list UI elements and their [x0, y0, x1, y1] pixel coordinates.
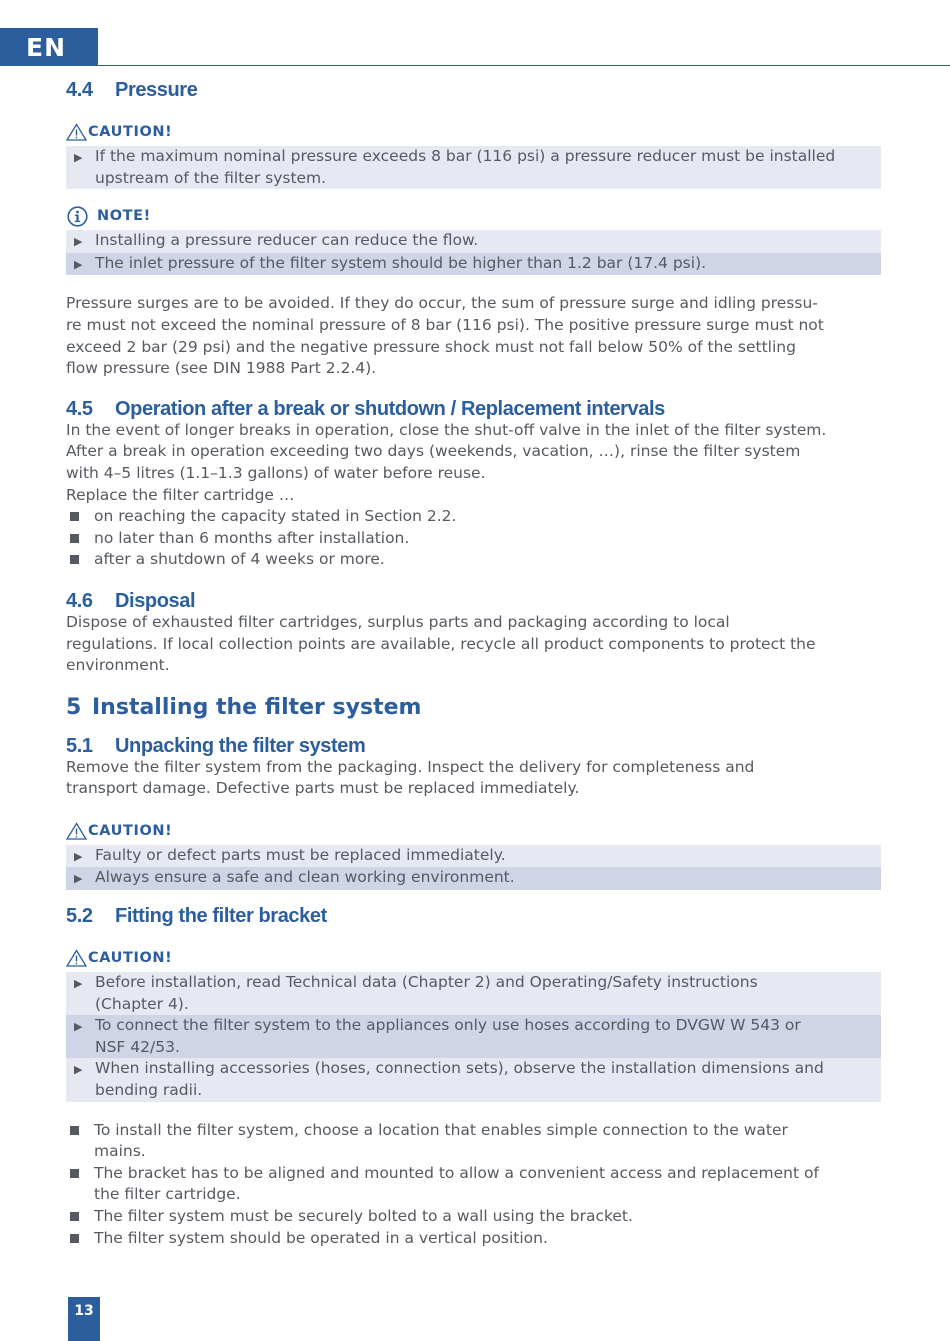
list-item [66, 1206, 881, 1228]
paragraph-line: In the event of longer breaks in operation, close the shut-off valve in the inlet of the filter system. [66, 420, 827, 439]
list-item [66, 549, 881, 571]
callout-item [66, 845, 881, 868]
arrow-bullet-icon: ▶ [74, 235, 83, 249]
callout-item-line: upstream of the filter system. [95, 168, 327, 187]
paragraph-line: regulations. If local collection points are available, recycle all product components to protect the [66, 634, 816, 653]
callout-item-text [95, 972, 758, 1015]
callout-item [66, 146, 881, 189]
section-title: Operation after a break or shutdown / Replacement intervals [115, 397, 665, 420]
callout-item-text: Faulty or defect parts must be replaced immediately. [95, 845, 506, 864]
list-item [66, 1163, 881, 1206]
section-title: Pressure [115, 79, 198, 101]
section-title: Disposal [115, 589, 196, 612]
chapter-title: Installing the filter system [92, 694, 422, 720]
list-item [66, 1228, 881, 1250]
square-bullet-icon [70, 1169, 79, 1178]
info-circle-icon [67, 206, 88, 227]
body-paragraph [66, 293, 881, 379]
list-item-text [94, 1120, 788, 1163]
callout-item-text: Installing a pressure reducer can reduce the flow. [95, 231, 479, 250]
caution-heading [66, 820, 881, 842]
list-item-line: To install the filter system, choose a location that enables simple connection to the water [94, 1120, 788, 1139]
caution-label: CAUTION! [88, 950, 173, 967]
section-title: Unpacking the filter system [115, 734, 366, 757]
list-item [66, 528, 881, 550]
list-item [66, 1120, 881, 1163]
callout-item [66, 867, 881, 890]
section-number: 5.1 [66, 734, 93, 757]
arrow-bullet-icon: ▶ [74, 1063, 83, 1077]
list-item-text: after a shutdown of 4 weeks or more. [94, 550, 385, 569]
body-paragraph [66, 757, 881, 800]
arrow-bullet-icon: ▶ [74, 977, 83, 991]
paragraph-line: Dispose of exhausted filter cartridges, surplus parts and packaging according to local [66, 612, 730, 631]
callout-item-text: Always ensure a safe and clean working environment. [95, 868, 515, 887]
warning-triangle-icon [66, 822, 87, 840]
chapter-number: 5 [66, 694, 82, 720]
callout-box [66, 230, 881, 275]
list-item-line: the filter cartridge. [94, 1185, 241, 1204]
body-paragraph [66, 612, 881, 677]
page-number: 13 [68, 1297, 100, 1341]
callout-item [66, 253, 881, 276]
callout-item-line: bending radii. [95, 1081, 203, 1100]
callout-item-line: When installing accessories (hoses, connection sets), observe the installation dimensions and [95, 1059, 824, 1078]
paragraph-line: Replace the filter cartridge … [66, 485, 295, 504]
section-number: 4.6 [66, 589, 93, 612]
paragraph-line: with 4–5 litres (1.1–1.3 gallons) of water before reuse. [66, 463, 486, 482]
callout-item-text [95, 1015, 801, 1058]
language-tab: EN [0, 28, 98, 66]
callout-item [66, 230, 881, 253]
arrow-bullet-icon: ▶ [74, 849, 83, 863]
warning-triangle-icon [66, 949, 87, 967]
callout-box [66, 972, 881, 1102]
callout-item-line: NSF 42/53. [95, 1037, 180, 1056]
bullet-list [66, 1120, 881, 1250]
paragraph-line: exceed 2 bar (29 psi) and the negative pressure shock must not fall below 50% of the settling [66, 337, 796, 356]
list-item [66, 506, 881, 528]
arrow-bullet-icon: ▶ [74, 872, 83, 886]
section-heading-4-5 [66, 397, 881, 421]
callout-item [66, 1015, 881, 1058]
square-bullet-icon [70, 512, 79, 521]
body-paragraph [66, 420, 881, 506]
paragraph-line: re must not exceed the nominal pressure of 8 bar (116 psi). The positive pressure surge must not [66, 315, 824, 334]
square-bullet-icon [70, 1212, 79, 1221]
page-content [66, 74, 881, 1249]
paragraph-line: environment. [66, 656, 170, 675]
section-heading-4-6 [66, 589, 881, 613]
square-bullet-icon [70, 534, 79, 543]
list-item-text: no later than 6 months after installation. [94, 528, 410, 547]
list-item-text: on reaching the capacity stated in Section 2.2. [94, 507, 457, 526]
caution-label: CAUTION! [88, 124, 173, 140]
list-item-text [94, 1206, 633, 1228]
list-item-text [94, 1228, 548, 1250]
arrow-bullet-icon: ▶ [74, 151, 83, 164]
callout-item-line: To connect the filter system to the appliances only use hoses according to DVGW W 543 or [95, 1016, 801, 1035]
chapter-heading-5 [66, 693, 881, 723]
section-heading-5-1 [66, 734, 881, 758]
callout-box [66, 146, 881, 189]
list-item-line: The filter system should be operated in a vertical position. [94, 1228, 548, 1247]
list-item-line: mains. [94, 1142, 146, 1161]
list-item-line: The filter system must be securely bolted to a wall using the bracket. [94, 1207, 633, 1225]
section-number: 5.2 [66, 905, 93, 928]
callout-item-text [95, 1058, 824, 1101]
callout-item [66, 972, 881, 1015]
header-rule [98, 65, 950, 66]
callout-item-text: The inlet pressure of the filter system should be higher than 1.2 bar (17.4 psi). [95, 253, 707, 272]
note-label: NOTE! [97, 208, 151, 225]
list-item-line: The bracket has to be aligned and mounted to allow a convenient access and replacement of [94, 1163, 819, 1182]
note-heading [66, 205, 881, 227]
callout-box [66, 845, 881, 890]
caution-label: CAUTION! [88, 822, 173, 839]
arrow-bullet-icon: ▶ [74, 257, 83, 271]
caution-heading [66, 121, 881, 143]
paragraph-line: Pressure surges are to be avoided. If they do occur, the sum of pressure surge and idling pressu- [66, 294, 818, 313]
section-heading-5-2 [66, 904, 881, 928]
caution-heading [66, 947, 881, 969]
section-number: 4.4 [66, 79, 93, 101]
section-number: 4.5 [66, 397, 93, 420]
callout-item-line: Before installation, read Technical data (Chapter 2) and Operating/Safety instructions [95, 973, 758, 992]
callout-item [66, 1058, 881, 1101]
square-bullet-icon [70, 1234, 79, 1243]
arrow-bullet-icon: ▶ [74, 1020, 83, 1034]
square-bullet-icon [70, 555, 79, 564]
callout-item-text [95, 146, 835, 189]
section-heading-4-4 [66, 78, 881, 102]
section-title: Fitting the filter bracket [115, 905, 327, 928]
paragraph-line: Remove the filter system from the packaging. Inspect the delivery for completeness and [66, 757, 755, 776]
paragraph-line: After a break in operation exceeding two days (weekends, vacation, …), rinse the filter system [66, 442, 801, 461]
warning-triangle-icon [66, 123, 87, 141]
bullet-list [66, 506, 881, 571]
paragraph-line: flow pressure (see DIN 1988 Part 2.2.4). [66, 359, 377, 378]
callout-item-line: If the maximum nominal pressure exceeds 8 bar (116 psi) a pressure reducer must be installed [95, 147, 836, 165]
paragraph-line: transport damage. Defective parts must be replaced immediately. [66, 779, 580, 798]
list-item-text [94, 1163, 819, 1206]
square-bullet-icon [70, 1126, 79, 1135]
callout-item-line: (Chapter 4). [95, 994, 189, 1013]
